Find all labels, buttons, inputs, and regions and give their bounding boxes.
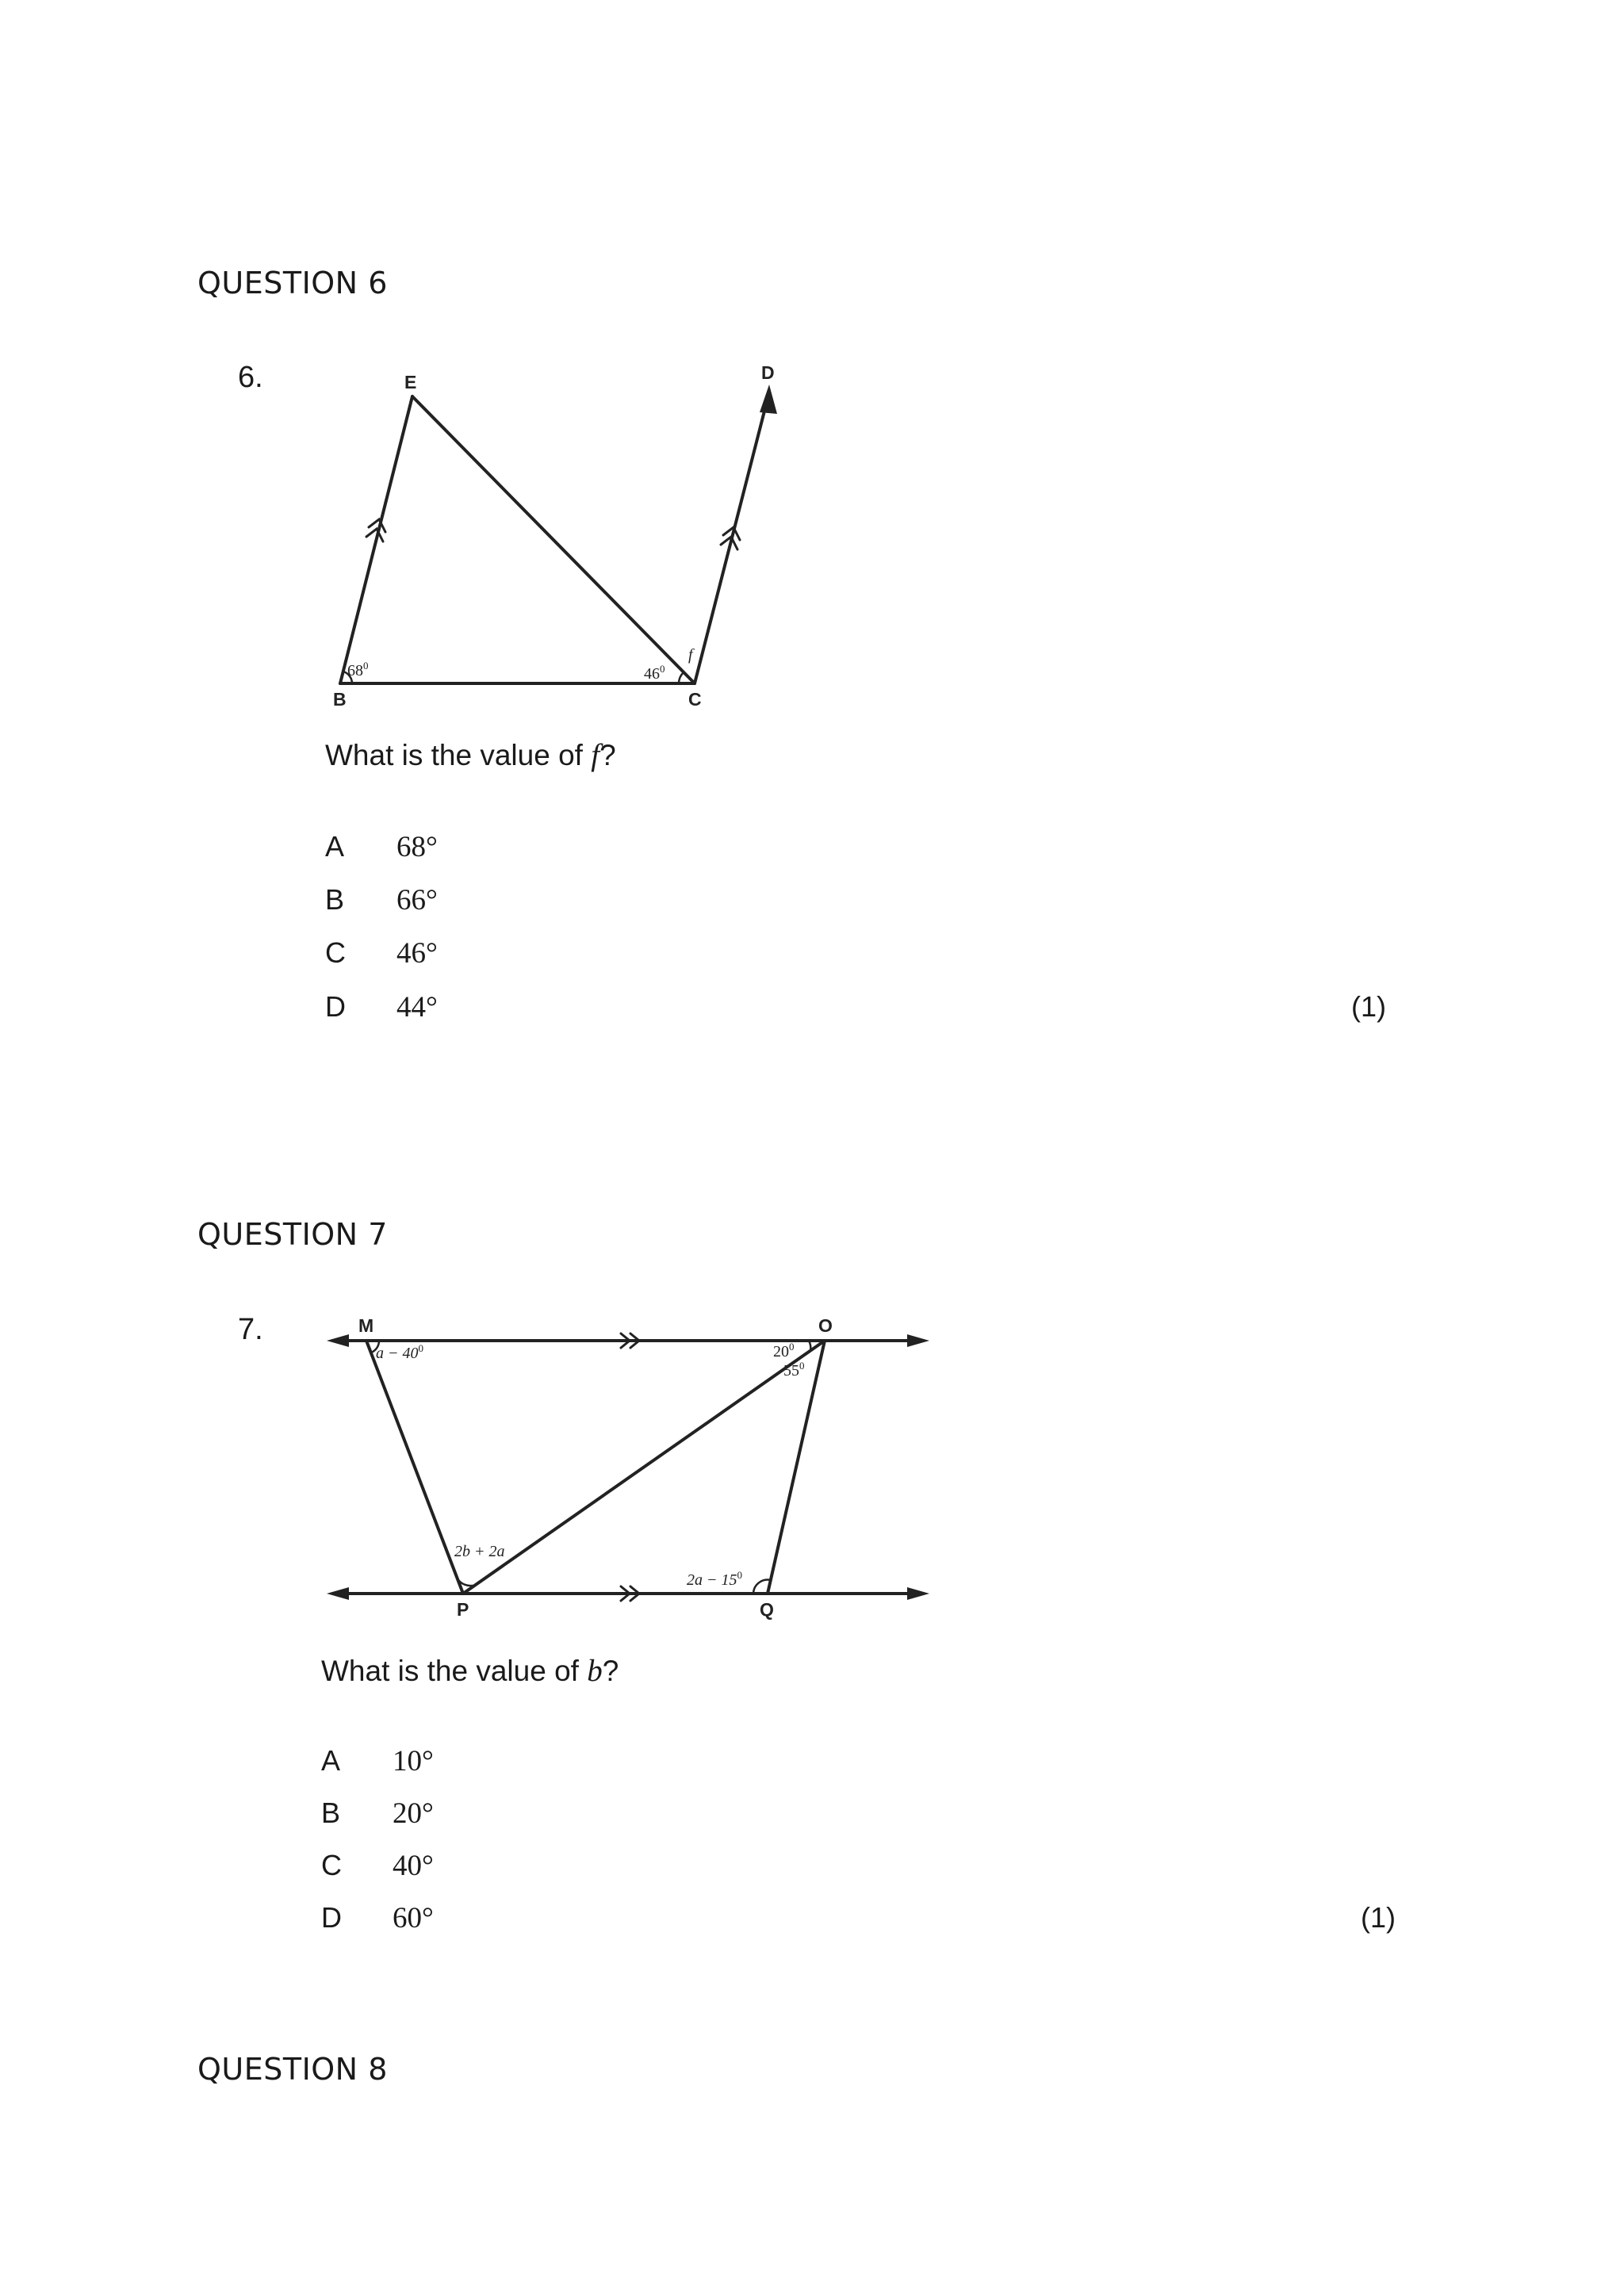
point-label-o: O [818,1315,833,1336]
question-7-marks: (1) [1361,1901,1396,1934]
arrowhead-d [760,385,777,414]
angle-label-o-bottom: $55^0$ [783,1360,805,1380]
parallel-mark-be-1 [366,529,383,541]
arrowhead-bottom-left [327,1587,349,1600]
angle-label-p: 2b + 2a [454,1543,505,1560]
q6-option-value: 46° [396,937,438,970]
segment-po [463,1341,825,1594]
question-7-number: 7. [238,1313,263,1346]
q7-option-value: 40° [393,1850,434,1882]
angle-arc-c [679,672,684,683]
question-7-figure [0,1269,1624,1625]
q6-option-letter: D [325,990,346,1023]
q6-option-letter: B [325,883,345,916]
q7-option-letter: D [321,1901,342,1934]
question-6-figure [0,0,1624,793]
question-6-marks: (1) [1351,990,1386,1023]
angle-label-o-top: $20^0$ [773,1341,795,1360]
point-label-d: D [761,362,775,383]
point-label-q: Q [760,1599,774,1620]
angle-label-f: f [688,646,693,664]
segment-ec [412,396,695,683]
question-7-heading: QUESTION 7 [197,1217,388,1252]
q6-option-letter: A [325,830,345,863]
q7-option-value: 60° [393,1902,434,1934]
angle-arc-o [809,1341,810,1351]
angle-label-m: $a - 40^0$ [376,1342,423,1362]
q6-option-value: 44° [396,991,438,1024]
question-8-heading: QUESTION 8 [197,2052,388,2087]
point-label-b: B [333,689,347,710]
point-label-e: E [404,372,417,392]
question-6-prompt: What is the value of f? [325,738,616,772]
q7-option-letter: A [321,1744,341,1777]
question-6-heading: QUESTION 6 [197,266,388,300]
question-6-number: 6. [238,361,263,394]
q6-option-value: 68° [396,831,438,863]
point-label-p: P [457,1599,469,1620]
angle-label-b: $68^0$ [347,660,369,679]
point-label-c: C [688,689,702,710]
arrowhead-top-left [327,1334,349,1347]
question-7-prompt: What is the value of b? [321,1654,619,1688]
q7-option-letter: C [321,1849,342,1881]
q7-option-letter: B [321,1797,341,1829]
segment-be [340,396,412,683]
point-label-m: M [358,1315,374,1336]
arrowhead-top-right [907,1334,929,1347]
q6-option-value: 66° [396,884,438,916]
q7-option-value: 10° [393,1745,434,1777]
q6-option-letter: C [325,936,346,969]
angle-label-c: $46^0$ [644,663,665,683]
angle-label-q: $2a - 15^0$ [687,1569,742,1589]
q7-option-value: 20° [393,1797,434,1830]
arrowhead-bottom-right [907,1587,929,1600]
segment-mp [366,1341,463,1594]
